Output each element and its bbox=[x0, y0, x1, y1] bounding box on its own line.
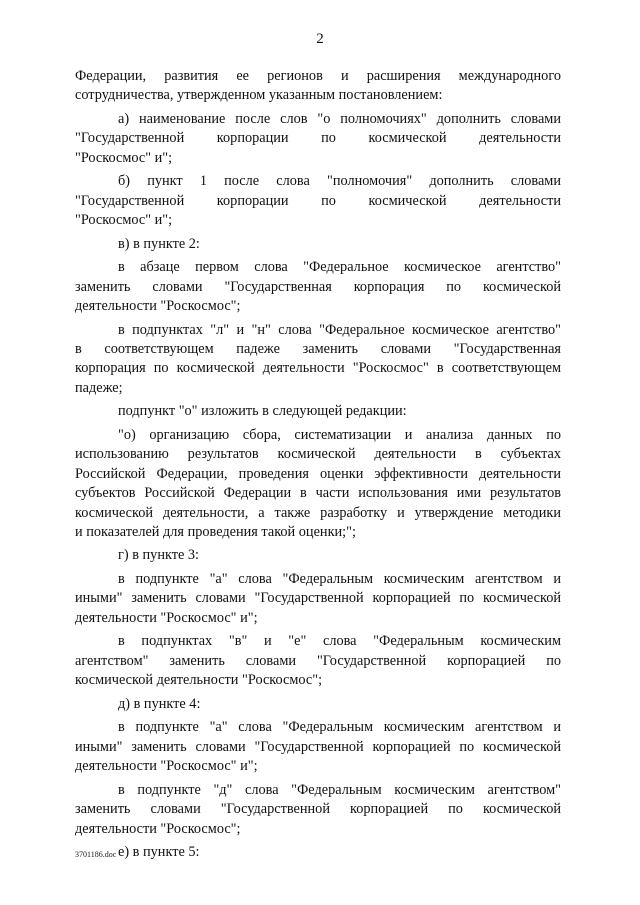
text-line: деятельности "Роскосмос" и"; bbox=[75, 758, 258, 775]
text-line: подпункт "о" изложить в следующей редакции: bbox=[118, 403, 407, 420]
text-line: "Роскосмос" и"; bbox=[75, 212, 173, 229]
text-line: "Государственной корпорации по космической деятельности bbox=[75, 192, 561, 209]
text-line: субъектов Российской Федерации в части использования ими результатов bbox=[75, 485, 561, 502]
text-line: Федерации, развития ее регионов и расширения международного bbox=[75, 68, 561, 84]
text-line: падеже; bbox=[75, 379, 123, 396]
text-line: в) в пункте 2: bbox=[118, 235, 200, 252]
text-line: космической деятельности, а также разработку и утверждение методики bbox=[75, 504, 561, 521]
text-line: д) в пункте 4: bbox=[118, 695, 201, 712]
text-line: корпорация по космической деятельности "Роскосмос" в соответствующем bbox=[75, 360, 561, 377]
text-line: деятельности "Роскосмос"; bbox=[75, 298, 241, 315]
text-line: в абзаце первом слова "Федеральное космическое агентство" bbox=[118, 259, 561, 276]
text-line: деятельности "Роскосмос"; bbox=[75, 820, 241, 837]
text-line: деятельности "Роскосмос" и"; bbox=[75, 609, 258, 626]
text-line: е) в пункте 5: bbox=[118, 844, 200, 861]
text-line: заменить словами "Государственной корпорацией по космической bbox=[75, 801, 561, 818]
text-line: а) наименование после слов "о полномочиях" дополнить словами bbox=[118, 110, 561, 127]
text-line: в подпункте "а" слова "Федеральным космическим агентством и bbox=[118, 719, 561, 736]
footer-document-code: 3701186.doc bbox=[75, 850, 117, 859]
text-line: в подпунктах "л" и "н" слова "Федеральное космическое агентство" bbox=[118, 321, 561, 338]
text-line: "Государственной корпорации по космической деятельности bbox=[75, 130, 561, 147]
text-line: Российской Федерации, проведения оценки эффективности деятельности bbox=[75, 465, 561, 482]
text-line: агентством" заменить словами "Государственной корпорацией по bbox=[75, 652, 561, 669]
text-line: "Роскосмос" и"; bbox=[75, 149, 173, 166]
text-line: в подпунктах "в" и "е" слова "Федеральным космическим bbox=[118, 633, 561, 650]
page-number: 2 bbox=[316, 31, 324, 47]
text-line: г) в пункте 3: bbox=[118, 547, 200, 564]
text-line: иными" заменить словами "Государственной корпорацией по космической bbox=[75, 590, 561, 607]
document-body bbox=[75, 67, 561, 862]
text-line: б) пункт 1 после слова "полномочия" дополнить словами bbox=[118, 173, 561, 190]
text-line: в подпункте "д" слова "Федеральным космическим агентством" bbox=[118, 781, 561, 798]
text-line: заменить словами "Государственная корпорация по космической bbox=[75, 278, 561, 295]
text-line: сотрудничества, утвержденном указанным постановлением: bbox=[75, 87, 443, 104]
text-line: космической деятельности "Роскосмос"; bbox=[75, 672, 323, 689]
text-line: в подпункте "а" слова "Федеральным космическим агентством и bbox=[118, 571, 561, 588]
text-line: и показателей для проведения такой оценки;"; bbox=[75, 523, 356, 540]
text-line: иными" заменить словами "Государственной корпорацией по космической bbox=[75, 738, 561, 755]
text-line: использованию результатов космической деятельности в субъектах bbox=[75, 446, 561, 463]
text-line: в соответствующем падеже заменить словами "Государственная bbox=[75, 341, 561, 358]
text-line: "о) организацию сбора, систематизации и анализа данных по bbox=[118, 426, 561, 443]
